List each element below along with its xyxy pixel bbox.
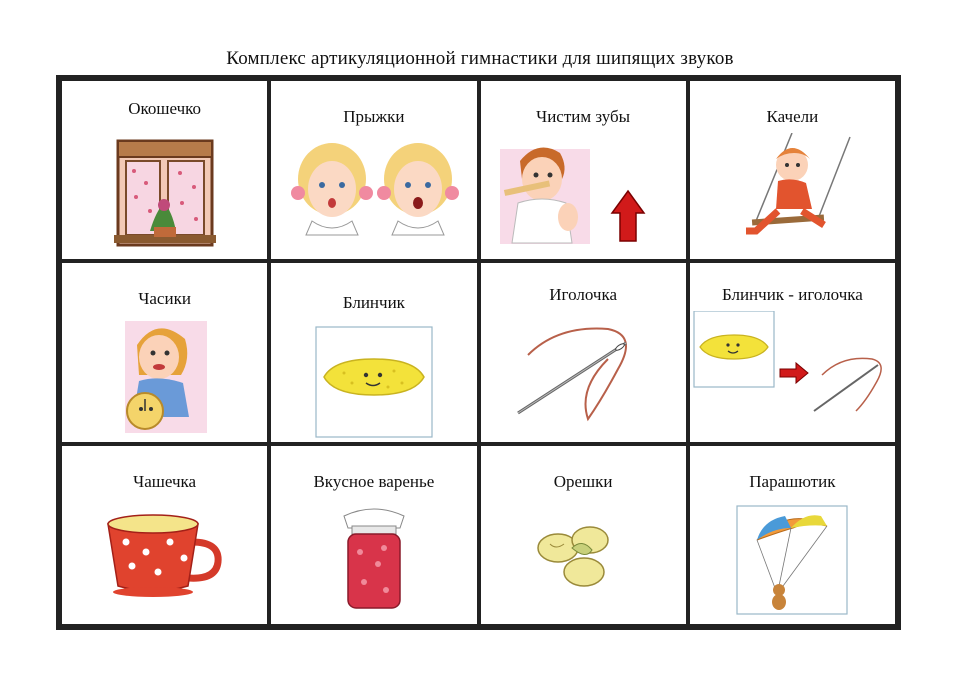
jam-jar-icon xyxy=(271,502,476,612)
card-oreshki xyxy=(481,446,686,624)
page-title: Комплекс артикуляционной гимнастики для шипящих звуков xyxy=(226,48,734,69)
card-label: Чашечка xyxy=(133,471,197,491)
card-label: Вкусное варенье xyxy=(313,471,435,491)
card-kacheli xyxy=(690,81,895,259)
girl-clock-icon xyxy=(62,315,267,440)
card-blinchik xyxy=(271,263,476,441)
card-label: Блинчик - иголочка xyxy=(721,285,863,305)
card-label: Часики xyxy=(138,289,191,309)
cup-icon xyxy=(62,506,267,606)
card-label: Качели xyxy=(766,107,819,126)
card-label: Орешки xyxy=(553,471,613,491)
card-igolochka xyxy=(481,263,686,441)
swing-icon xyxy=(690,133,895,243)
card-chasiki xyxy=(62,263,267,441)
card-label: Блинчик xyxy=(342,293,405,313)
card-label: Прыжки xyxy=(343,107,405,126)
card-chistim-zuby xyxy=(481,81,686,259)
card-okoshechko xyxy=(62,81,267,259)
exercise-grid xyxy=(56,75,901,630)
card-pryzhki xyxy=(271,81,476,259)
card-parashyutik xyxy=(690,446,895,624)
girls-faces-icon xyxy=(271,131,476,241)
card-label: Парашютик xyxy=(749,471,836,491)
card-chashechka xyxy=(62,446,267,624)
nuts-icon xyxy=(481,516,686,596)
card-label: Иголочка xyxy=(549,285,617,305)
card-vkusnoe-varenye xyxy=(271,446,476,624)
card-label: Окошечко xyxy=(128,99,202,118)
brushing-teeth-icon xyxy=(481,131,686,246)
pancake-icon xyxy=(271,325,476,439)
parachute-icon xyxy=(690,504,895,616)
window-icon xyxy=(62,131,267,251)
card-blinchik-igolochka xyxy=(690,263,895,441)
card-label: Чистим зубы xyxy=(536,107,631,126)
needle-icon xyxy=(481,317,686,427)
pancake-needle-icon xyxy=(690,311,895,421)
